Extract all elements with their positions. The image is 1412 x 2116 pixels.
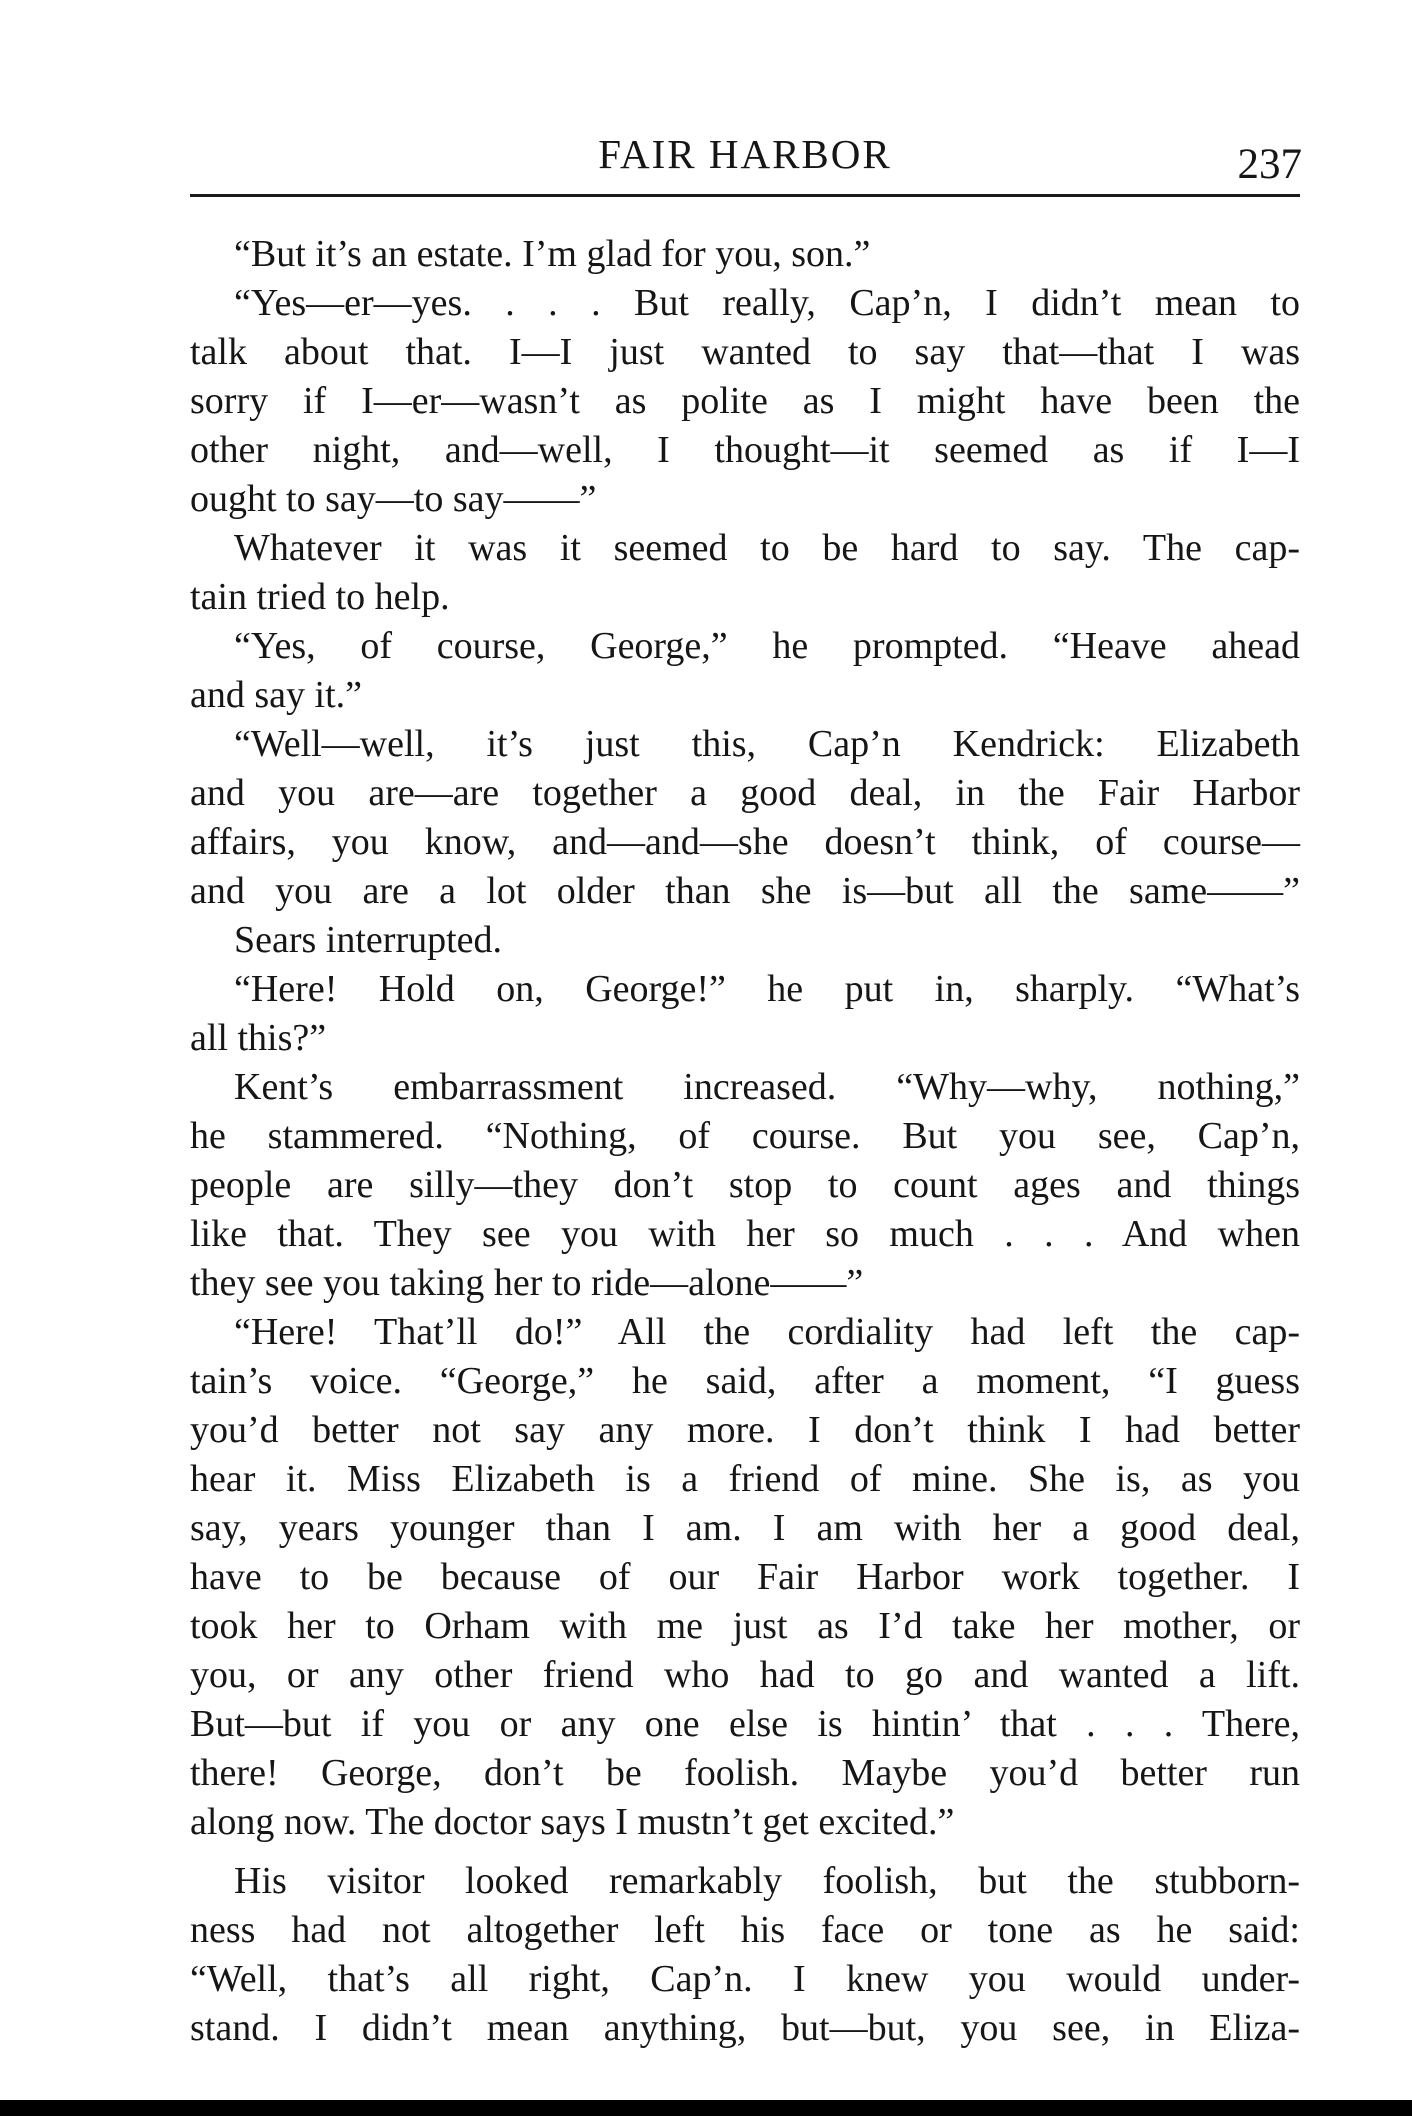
text-line: tain’s voice. “George,” he said, after a moment, “I guess — [190, 1360, 1300, 1402]
text-line: But—but if you or any one else is hintin’ that . . . There, — [190, 1703, 1300, 1745]
text-line: have to be because of our Fair Harbor work together. I — [190, 1556, 1300, 1598]
running-head — [190, 130, 1300, 190]
text-line: ought to say—to say——” — [190, 478, 597, 520]
header-rule — [190, 194, 1300, 197]
text-line: “Yes—er—yes. . . . But really, Cap’n, I didn’t mean to — [234, 282, 1300, 324]
body-text — [190, 230, 1300, 2053]
text-line: and you are—are together a good deal, in the Fair Harbor — [190, 772, 1300, 814]
text-line: took her to Orham with me just as I’d take her mother, or — [190, 1605, 1300, 1647]
text-line: other night, and—well, I thought—it seemed as if I—I — [190, 429, 1300, 471]
text-line: people are silly—they don’t stop to count ages and things — [190, 1164, 1300, 1206]
text-line: there! George, don’t be foolish. Maybe you’d better run — [190, 1752, 1300, 1794]
text-line: Sears interrupted. — [234, 919, 503, 961]
text-line: “Here! That’ll do!” All the cordiality had left the cap- — [234, 1311, 1300, 1353]
text-line: hear it. Miss Elizabeth is a friend of mine. She is, as you — [190, 1458, 1300, 1500]
running-title: FAIR HARBOR — [598, 131, 892, 177]
text-line: Kent’s embarrassment increased. “Why—why, nothing,” — [234, 1066, 1300, 1108]
text-line: sorry if I—er—wasn’t as polite as I might have been the — [190, 380, 1300, 422]
text-line: they see you taking her to ride—alone——” — [190, 1262, 864, 1304]
text-line: “Yes, of course, George,” he prompted. “Heave ahead — [234, 625, 1300, 667]
scan-bottom-edge — [0, 2100, 1412, 2116]
text-line: Whatever it was it seemed to be hard to say. The cap- — [234, 527, 1300, 569]
text-line: “Here! Hold on, George!” he put in, sharply. “What’s — [234, 968, 1300, 1010]
text-line: all this?” — [190, 1017, 327, 1059]
text-line: say, years younger than I am. I am with her a good deal, — [190, 1507, 1300, 1549]
text-line: you’d better not say any more. I don’t think I had better — [190, 1409, 1300, 1451]
text-line: His visitor looked remarkably foolish, but the stubborn- — [234, 1860, 1300, 1902]
text-line: you, or any other friend who had to go and wanted a lift. — [190, 1654, 1300, 1696]
text-line: tain tried to help. — [190, 576, 450, 618]
text-line: like that. They see you with her so much . . . And when — [190, 1213, 1300, 1255]
page-number: 237 — [1237, 141, 1302, 188]
text-line: ness had not altogether left his face or tone as he said: — [190, 1909, 1300, 1951]
text-line: and say it.” — [190, 674, 363, 716]
text-line: and you are a lot older than she is—but all the same——” — [190, 870, 1300, 912]
text-line: “Well, that’s all right, Cap’n. I knew you would under- — [190, 1958, 1300, 2000]
text-line: he stammered. “Nothing, of course. But you see, Cap’n, — [190, 1115, 1300, 1157]
text-line: talk about that. I—I just wanted to say that—that I was — [190, 331, 1300, 373]
text-line: stand. I didn’t mean anything, but—but, you see, in Eliza- — [190, 2007, 1300, 2049]
text-line: “Well—well, it’s just this, Cap’n Kendrick: Elizabeth — [234, 723, 1300, 765]
text-line: “But it’s an estate. I’m glad for you, son.” — [234, 233, 871, 275]
text-line: along now. The doctor says I mustn’t get excited.” — [190, 1801, 955, 1843]
text-line: affairs, you know, and—and—she doesn’t think, of course— — [190, 821, 1300, 863]
